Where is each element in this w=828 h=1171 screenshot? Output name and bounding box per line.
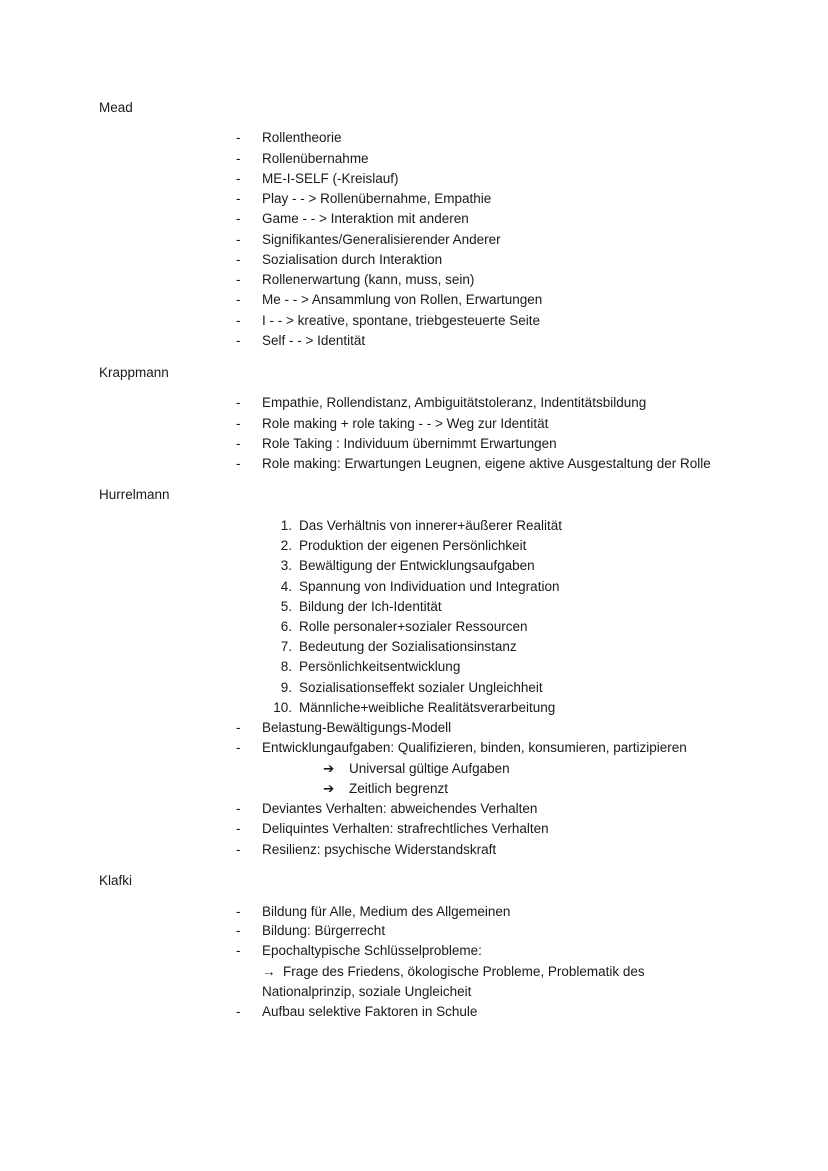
list-item-text: Rollenübernahme — [262, 151, 369, 166]
list-item-text: Game - - > Interaktion mit anderen — [262, 211, 469, 226]
numbered-item-text: Das Verhältnis von innerer+äußerer Realität — [299, 518, 563, 533]
arrow-right-icon: ➔ — [323, 781, 335, 796]
list-item-text: Me - - > Ansammlung von Rollen, Erwartungen — [262, 292, 543, 307]
list-item-text: Resilienz: psychische Widerstandskraft — [262, 842, 497, 857]
list-item-text: Role Taking : Individuum übernimmt Erwartungen — [262, 436, 557, 451]
list-item-text: Role making + role taking - - > Weg zur Identität — [262, 416, 549, 431]
bullet-dash: - — [236, 171, 241, 186]
item-number: 9. — [280, 680, 292, 695]
item-number: 5. — [280, 599, 292, 614]
bullet-dash: - — [236, 211, 241, 226]
list-item-text: I - - > kreative, spontane, triebgesteuerte Seite — [262, 313, 541, 328]
bullet-dash: - — [236, 456, 241, 471]
list-item-text: Deviantes Verhalten: abweichendes Verhalten — [262, 801, 538, 816]
bullet-dash: - — [236, 151, 241, 166]
bullet-dash: - — [236, 842, 241, 857]
bullet-dash: - — [236, 416, 241, 431]
arrow-right-icon: ➔ — [323, 761, 335, 776]
section-heading-hurrelmann: Hurrelmann — [99, 487, 170, 502]
numbered-item-text: Bedeutung der Sozialisationsinstanz — [299, 639, 517, 654]
list-item-text: Bildung für Alle, Medium des Allgemeinen — [262, 904, 511, 919]
list-item-text: Belastung-Bewältigungs-Modell — [262, 720, 452, 735]
section-heading-mead: Mead — [99, 100, 133, 115]
bullet-dash: - — [236, 272, 241, 287]
list-item-text: Entwicklungaufgaben: Qualifizieren, binden, konsumieren, partizipieren — [262, 740, 687, 755]
bullet-dash: - — [236, 395, 241, 410]
sub-arrow-text: Frage des Friedens, ökologische Probleme, Problematik des — [283, 964, 645, 979]
numbered-item-text: Sozialisationseffekt sozialer Ungleichheit — [299, 680, 543, 695]
arrow-item-text: Universal gültige Aufgaben — [349, 761, 510, 776]
section-heading-klafki: Klafki — [99, 873, 133, 888]
bullet-dash: - — [236, 1004, 241, 1019]
bullet-dash: - — [236, 821, 241, 836]
list-item-text: Rollenerwartung (kann, muss, sein) — [262, 272, 475, 287]
numbered-item-text: Spannung von Individuation und Integration — [299, 579, 560, 594]
item-number: 4. — [280, 579, 292, 594]
bullet-dash: - — [236, 801, 241, 816]
bullet-dash: - — [236, 333, 241, 348]
list-item-text: Empathie, Rollendistanz, Ambiguitätstoleranz, Indentitätsbildung — [262, 395, 647, 410]
numbered-item-text: Bewältigung der Entwicklungsaufgaben — [299, 558, 535, 573]
list-item-text: Rollentheorie — [262, 130, 342, 145]
bullet-dash: - — [236, 130, 241, 145]
list-item-text: Bildung: Bürgerrecht — [262, 923, 386, 938]
numbered-item-text: Persönlichkeitsentwicklung — [299, 659, 461, 674]
bullet-dash: - — [236, 191, 241, 206]
item-number: 3. — [280, 558, 292, 573]
bullet-dash: - — [236, 313, 241, 328]
bullet-dash: - — [236, 923, 241, 938]
item-number: 8. — [280, 659, 292, 674]
list-item-text: Self - - > Identität — [262, 333, 366, 348]
arrow-right-icon: → — [262, 964, 276, 979]
bullet-dash: - — [236, 740, 241, 755]
item-number: 1. — [280, 518, 292, 533]
numbered-item-text: Männliche+weibliche Realitätsverarbeitung — [299, 700, 556, 715]
list-item-text: Aufbau selektive Faktoren in Schule — [262, 1004, 478, 1019]
bullet-dash: - — [236, 232, 241, 247]
list-item-text: Signifikantes/Generalisierender Anderer — [262, 232, 501, 247]
list-item-text: Play - - > Rollenübernahme, Empathie — [262, 191, 492, 206]
list-item-text: ME-I-SELF (-Kreislauf) — [262, 171, 399, 186]
item-number: 6. — [280, 619, 292, 634]
bullet-dash: - — [236, 943, 241, 958]
arrow-item-text: Zeitlich begrenzt — [349, 781, 449, 796]
numbered-item-text: Rolle personaler+sozialer Ressourcen — [299, 619, 528, 634]
bullet-dash: - — [236, 292, 241, 307]
item-number: 2. — [280, 538, 292, 553]
bullet-dash: - — [236, 436, 241, 451]
item-number: 10. — [273, 700, 292, 715]
list-item-text: Deliquintes Verhalten: strafrechtliches Verhalten — [262, 821, 549, 836]
list-item-text: Role making: Erwartungen Leugnen, eigene aktive Ausgestaltung der Rolle — [262, 456, 711, 471]
numbered-item-text: Bildung der Ich-Identität — [299, 599, 442, 614]
section-heading-krappmann: Krappmann — [99, 365, 169, 380]
list-item-text: Sozialisation durch Interaktion — [262, 252, 443, 267]
bullet-dash: - — [236, 720, 241, 735]
sub-arrow-text: Nationalprinzip, soziale Ungleicheit — [262, 984, 472, 999]
item-number: 7. — [280, 639, 292, 654]
bullet-dash: - — [236, 904, 241, 919]
list-item-text: Epochaltypische Schlüsselprobleme: — [262, 943, 482, 958]
numbered-item-text: Produktion der eigenen Persönlichkeit — [299, 538, 527, 553]
bullet-dash: - — [236, 252, 241, 267]
